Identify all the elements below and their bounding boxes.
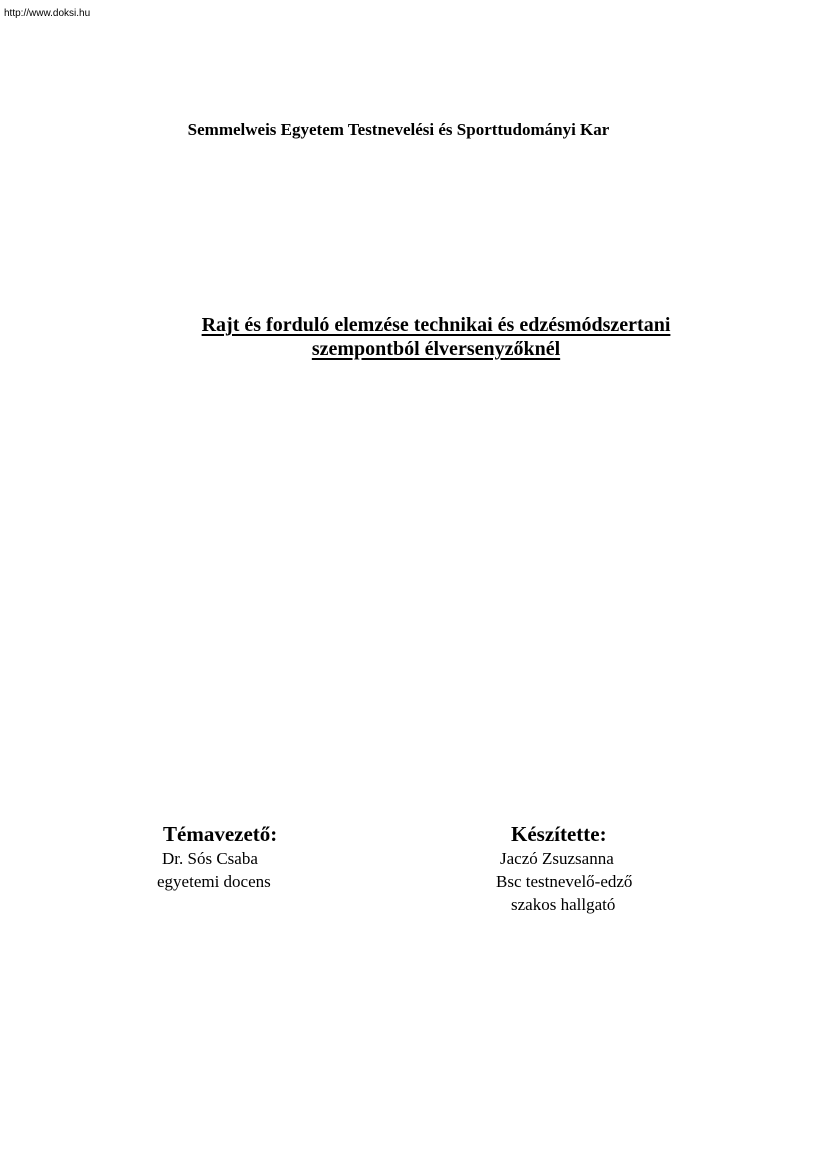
supervisor-heading: Témavezető:: [163, 822, 278, 846]
author-status: szakos hallgató: [511, 895, 616, 914]
thesis-title-line-2: szempontból élversenyzőknél: [311, 338, 561, 360]
author-heading: Készítette:: [511, 822, 607, 846]
institution-name: Semmelweis Egyetem Testnevelési és Sporttudományi Kar: [187, 120, 610, 139]
thesis-title-line-1: Rajt és forduló elemzése technikai és edzésmódszertani: [201, 314, 671, 336]
author-name: Jaczó Zsuzsanna: [500, 849, 614, 868]
author-program: Bsc testnevelő-edző: [496, 872, 633, 891]
thesis-title: [160, 313, 712, 361]
supervisor-name: Dr. Sós Csaba: [162, 849, 258, 868]
source-url[interactable]: http://www.doksi.hu: [4, 8, 91, 19]
supervisor-role: egyetemi docens: [157, 872, 271, 891]
